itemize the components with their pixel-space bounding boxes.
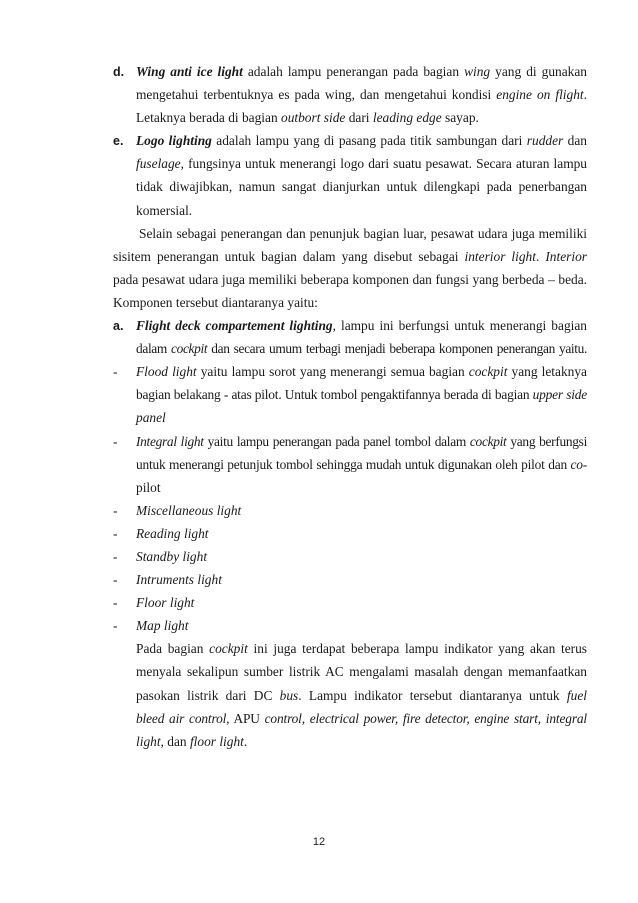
list-item-integral-light: - Integral light yaitu lampu penerangan pada panel tombol dalam cockpit yang berfungsi untuk menerangi petunjuk tombol sehingga mudah untuk digunakan oleh pilot dan co- pilot <box>113 430 587 499</box>
dash-marker: - <box>113 525 118 541</box>
list-marker: a. <box>113 319 124 334</box>
dash-marker: - <box>113 572 118 588</box>
list-item: - Map light <box>113 614 587 637</box>
page-number: 12 <box>312 836 326 848</box>
dash-marker: - <box>113 548 118 564</box>
list-item-wing-anti-ice-light: d. Wing anti ice light adalah lampu penerangan pada bagian wing yang di gunakan mengetahui terbentuknya es pada wing, dan mengetahui kondisi engine on flight. Letaknya berada di bagian outbort side dari leading edge sayap. <box>113 60 587 129</box>
dash-marker: - <box>113 433 118 449</box>
list-marker: e. <box>113 134 124 149</box>
list-item-logo-lighting: e. Logo lighting adalah lampu yang di pasang pada titik sambungan dari rudder dan fuselage, fungsinya untuk menerangi logo dari suatu pesawat. Secara aturan lampu tidak diwajibkan, namun sangat dianjurkan untuk dilengkapi pada penerbangan komersial. <box>113 129 587 221</box>
list-item: - Reading light <box>113 522 587 545</box>
dash-marker: - <box>113 595 118 611</box>
list-item-flight-deck-lighting: a. Flight deck compartement lighting, lampu ini berfungsi untuk menerangi bagian dalam cockpit dan secara umum terbagi menjadi beberapa komponen penerangan yaitu. <box>113 314 587 360</box>
list-item: - Intruments light <box>113 568 587 591</box>
list-item: - Miscellaneous light <box>113 499 587 522</box>
list-item-flood-light: - Flood light yaitu lampu sorot yang menerangi semua bagian cockpit yang letaknya bagian belakang - atas pilot. Untuk tombol pengaktifannya berada di bagian upper side panel <box>113 360 587 429</box>
dash-marker: - <box>113 364 118 380</box>
body-paragraph: Selain sebagai penerangan dan penunjuk bagian luar, pesawat udara juga memiliki sisitem penerangan untuk bagian dalam yang disebut sebagai interior light. Interior pada pesawat udara juga memiliki beberapa komponen dan fungsi yang berbeda – beda. Komponen tersebut diantaranya yaitu: <box>113 225 587 310</box>
list-item: - Standby light <box>113 545 587 568</box>
closing-paragraph: Pada bagian cockpit ini juga terdapat beberapa lampu indikator yang akan terus menyala sekalipun sumber listrik AC mengalami masalah dengan memanfaatkan pasokan listrik dari DC bus. Lampu indikator tersebut diantaranya untuk fuel bleed air control, APU control, electrical power, fire detector, engine start, integral light, dan floor light. <box>136 641 587 749</box>
list-marker: d. <box>113 65 125 79</box>
page-content <box>113 60 587 753</box>
dash-marker: - <box>113 618 118 634</box>
dash-marker: - <box>113 502 118 518</box>
list-item: - Floor light <box>113 591 587 614</box>
